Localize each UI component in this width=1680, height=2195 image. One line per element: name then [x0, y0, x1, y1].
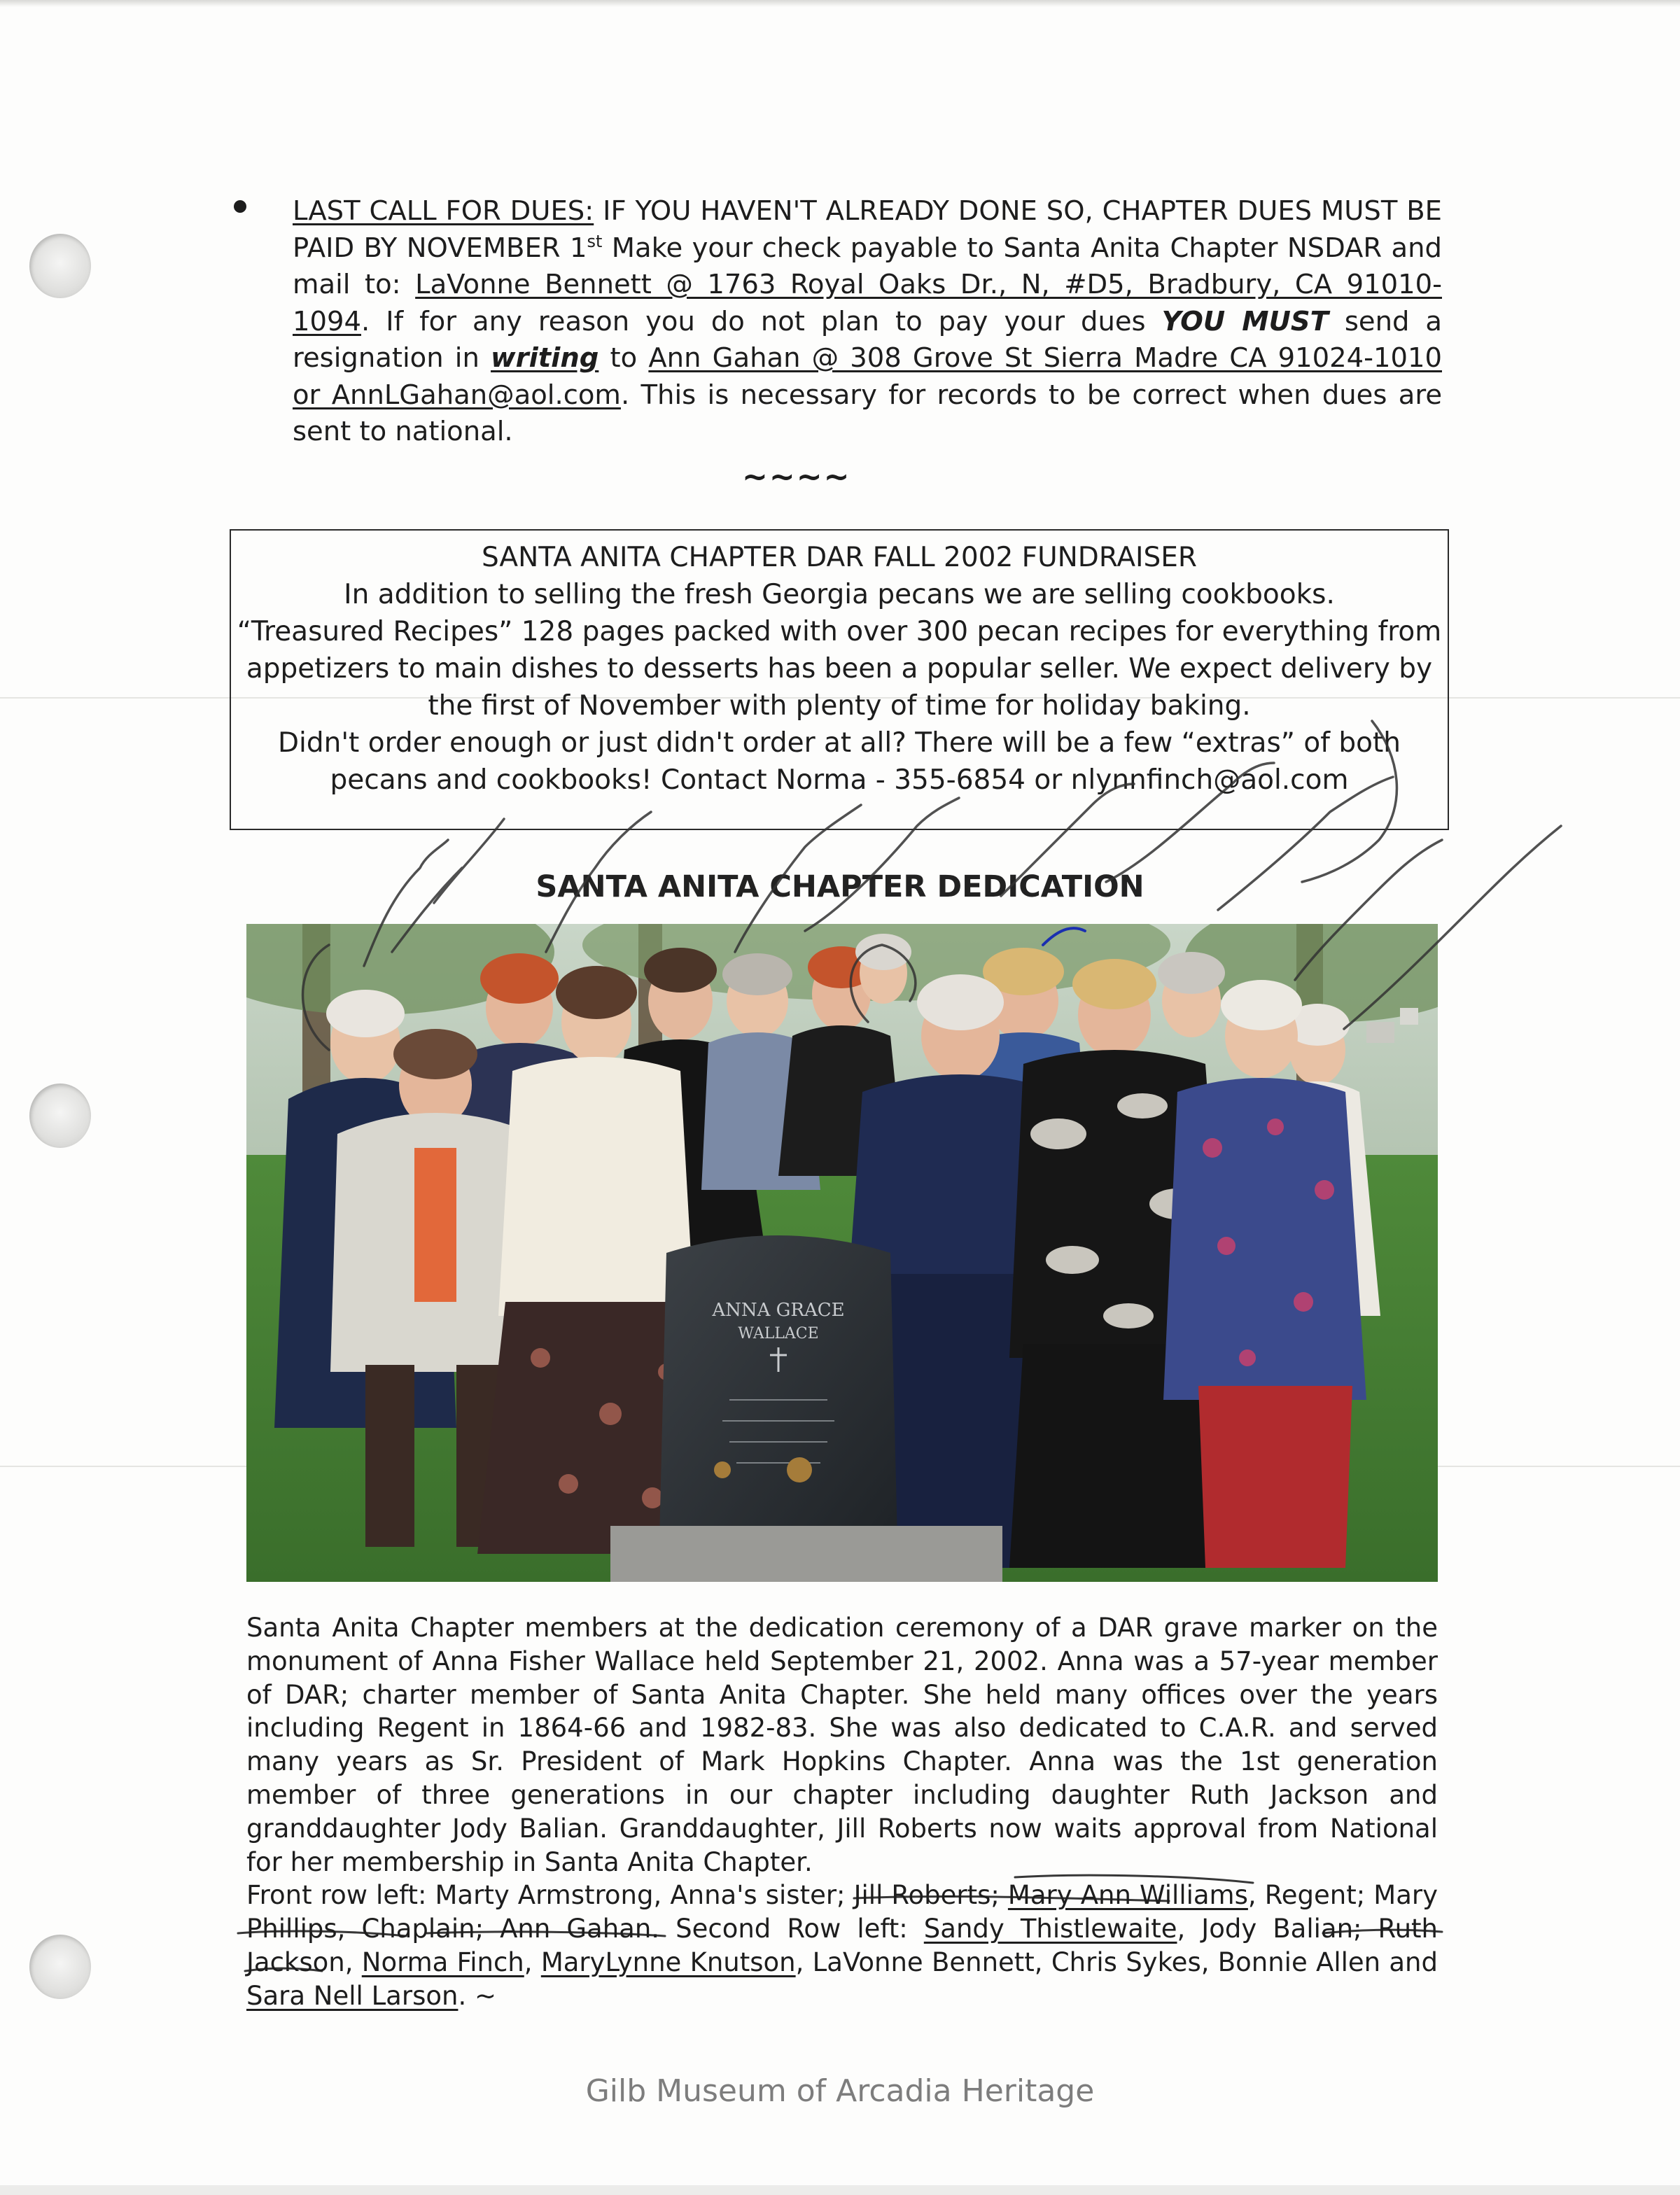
caption-names: [246, 1879, 1438, 2012]
caption-names-text: , LaVonne Bennett, Chris Sykes, Bonnie Allen and: [795, 1947, 1438, 1977]
punch-hole-middle: [29, 1084, 91, 1148]
caption-underlined-name: Mary Ann Williams: [1007, 1880, 1248, 1911]
fundraiser-line: In addition to selling the fresh Georgia pecans we are selling cookbooks.: [344, 579, 1335, 610]
scan-top-edge: [0, 0, 1680, 7]
caption-names-text: , Jody Balian; Ruth Jackson,: [246, 1914, 1438, 1977]
headstone-surname: WALLACE: [738, 1325, 819, 1342]
dues-text-3: . If for any reason you do not plan to pay your dues: [360, 305, 1162, 337]
dues-text-5: to: [598, 342, 649, 374]
fundraiser-box: [230, 529, 1449, 830]
dues-resign-address: Ann Gahan @ 308 Grove St Sierra Madre CA 91024-1010 or AnnLGahan@aol.com: [293, 342, 1442, 411]
fundraiser-line: Didn't order enough or just didn't order at all? There will be a few “extras” of both: [278, 727, 1401, 759]
group-photo-illustration: [246, 924, 1438, 1582]
photo-caption: [246, 1611, 1438, 2013]
dues-notice: [238, 193, 1442, 451]
dues-text-2: Make your check payable to Santa Anita Chapter NSDAR and mail to:: [293, 232, 1442, 300]
group-photo: [246, 924, 1438, 1582]
dues-text-4: send a resignation in: [293, 305, 1443, 374]
fundraiser-line: the first of November with plenty of time for holiday baking.: [428, 690, 1251, 722]
caption-names-text: . ~: [458, 1980, 496, 2011]
caption-body: Santa Anita Chapter members at the dedication ceremony of a DAR grave marker on the monument of Anna Fisher Wallace held September 21, 2002. Anna was a 57-year member of DAR; charter member of Santa Anita Chapter. She held many offices over the years including Regent in 1864-66 and 1982-83. She was also dedicated to C.A.R. and served many years as Sr. President of Mark Hopkins Chapter. Anna was the 1st generation member of three generations in our chapter including daughter Ruth Jackson and granddaughter Jody Balian. Granddaughter, Jill Roberts now waits approval from National for her membership in Santa Anita Chapter.: [246, 1613, 1438, 1877]
dues-heading: LAST CALL FOR DUES:: [293, 195, 594, 227]
punch-hole-bottom: [29, 1935, 91, 1999]
fundraiser-contact: pecans and cookbooks! Contact Norma - 355-6854 or nlynnfinch@aol.com: [330, 764, 1349, 796]
fundraiser-title: SANTA ANITA CHAPTER DAR FALL 2002 FUNDRAISER: [481, 542, 1198, 573]
dues-text-6: . This is necessary for records to be correct when dues are sent to national.: [293, 379, 1442, 447]
dues-mail-address: LaVonne Bennett @ 1763 Royal Oaks Dr., N, #D5, Bradbury, CA 91010-1094: [293, 269, 1442, 337]
fundraiser-line: “Treasured Recipes” 128 pages packed with over 300 pecan recipes for everything from: [237, 616, 1442, 647]
fundraiser-line: appetizers to main dishes to desserts has been a popular seller. We expect delivery by: [246, 653, 1433, 685]
bullet-icon: [234, 200, 246, 213]
museum-footer: Gilb Museum of Arcadia Heritage: [585, 2073, 1095, 2109]
caption-names-text: ,: [524, 1947, 541, 1977]
section-separator: ~~~~: [742, 459, 851, 495]
punch-hole-top: [29, 234, 91, 298]
caption-underlined-name: Sandy Thistlewaite: [923, 1914, 1177, 1944]
dues-paragraph: [293, 193, 1442, 451]
caption-names-text: , Regent; Mary Phillips, Chaplain; Ann Gahan. Second Row left:: [246, 1880, 1438, 1944]
dues-writing: writing: [491, 342, 599, 374]
dues-you-must: YOU MUST: [1161, 305, 1329, 337]
dedication-title: SANTA ANITA CHAPTER DEDICATION: [536, 869, 1144, 904]
headstone-name: ANNA GRACE: [712, 1300, 845, 1321]
dues-ordinal: st: [587, 231, 603, 251]
caption-names-text: Front row left: Marty Armstrong, Anna's sister; Jill Roberts;: [246, 1880, 1008, 1911]
dues-text-1: IF YOU HAVEN'T ALREADY DONE SO, CHAPTER DUES MUST BE PAID BY NOVEMBER 1: [293, 195, 1443, 264]
scan-bottom-edge: [0, 2185, 1680, 2195]
caption-underlined-name: MaryLynne Knutson: [540, 1947, 796, 1977]
caption-underlined-name: Sara Nell Larson: [246, 1980, 458, 2011]
caption-underlined-name: Norma Finch: [361, 1947, 524, 1977]
